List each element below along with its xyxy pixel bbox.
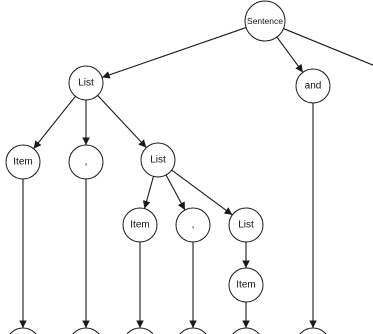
node-circle [296,328,330,334]
node-leaf4 [176,328,210,334]
edge-list2-to-list3 [172,170,233,215]
node-circle [176,328,210,334]
node-label: Item [130,219,150,231]
node-circle [69,328,103,334]
edge-list1-to-item1 [34,96,76,148]
edge-sentence-to-and [277,37,303,72]
node-item2 [123,208,157,242]
node-leaf2 [69,328,103,334]
node-label: Item [13,156,33,168]
node-label: , [84,156,88,168]
node-label: , [191,219,195,231]
node-leaf1 [6,328,40,334]
edge-list2-to-comma2 [166,175,185,210]
edge-sentence-to-offscreen-right [284,29,373,68]
node-list3 [229,208,263,242]
node-label: List [150,154,166,166]
node-leaf3 [123,328,157,334]
node-label: Sentence [247,16,283,26]
node-sentence [245,1,285,41]
node-label: List [78,77,94,89]
edge-list2-to-item2 [145,176,154,208]
node-comma2 [176,208,210,242]
tree-nodes [6,1,330,334]
node-list2 [141,143,175,177]
node-label: Item [236,279,256,291]
edge-sentence-to-list1 [102,28,246,78]
node-leaf5 [229,328,263,334]
node-item1 [6,145,40,179]
node-circle [229,328,263,334]
node-label: List [238,219,254,231]
node-circle [6,328,40,334]
edge-list1-to-list2 [98,95,147,147]
node-circle [123,328,157,334]
node-comma1 [69,145,103,179]
node-label: and [304,80,322,92]
node-leaf6 [296,328,330,334]
node-list1 [69,66,103,100]
node-item3 [229,268,263,302]
node-and [296,69,330,103]
